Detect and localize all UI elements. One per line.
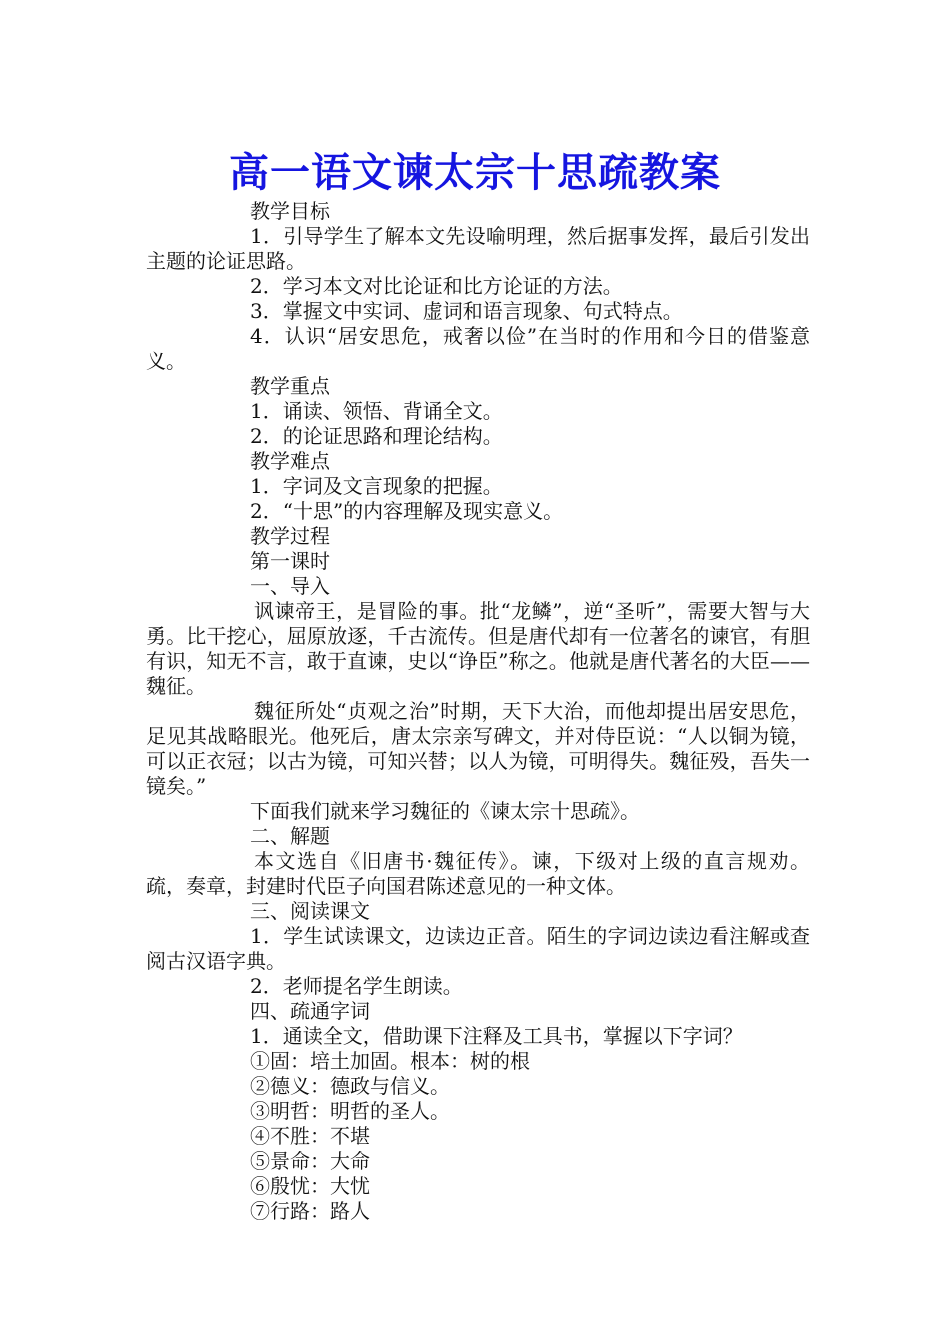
paragraph: 1．通读全文，借助课下注释及工具书，掌握以下字词？ <box>250 1024 743 1048</box>
paragraph: 本文选自《旧唐书·魏征传》。谏，下级对上级的直言规劝。疏，奏章，封建时代臣子向国君陈述意见的一种文体。 <box>146 849 810 898</box>
paragraph: 教学重点 <box>250 374 330 398</box>
paragraph: 2．学习本文对比论证和比方论证的方法。 <box>250 274 623 298</box>
paragraph: 4．认识“居安思危，戒奢以俭”在当时的作用和今日的借鉴意义。 <box>146 324 810 373</box>
paragraph: 教学过程 <box>250 524 330 548</box>
paragraph: 一、导入 <box>250 574 330 598</box>
paragraph: 魏征所处“贞观之治”时期，天下大治，而他却提出居安思危，足见其战略眼光。他死后，唐太宗亲写碑文，并对侍臣说：“人以铜为镜，可以正衣冠；以古为镜，可知兴替；以人为镜，可明得失。魏征殁，吾失一镜矣。” <box>146 699 810 798</box>
paragraph: ⑦行路：路人 <box>250 1199 370 1223</box>
paragraph: 二、解题 <box>250 824 330 848</box>
paragraph: 四、疏通字词 <box>250 999 370 1023</box>
paragraph: 2．的论证思路和理论结构。 <box>250 424 503 448</box>
paragraph: 1．字词及文言现象的把握。 <box>250 474 503 498</box>
paragraph: 教学难点 <box>250 449 330 473</box>
paragraph: 教学目标 <box>250 199 330 223</box>
paragraph: ⑤景命：大命 <box>250 1149 370 1173</box>
paragraph: 三、阅读课文 <box>250 899 370 923</box>
paragraph: ①固：培土加固。根本：树的根 <box>250 1049 530 1073</box>
paragraph: 讽谏帝王，是冒险的事。批“龙鳞”，逆“圣听”，需要大智与大勇。比干挖心，屈原放逐，千古流传。但是唐代却有一位著名的谏官，有胆有识，知无不言，敢于直谏，史以“诤臣”称之。他就是唐代著名的大臣——魏征。 <box>146 599 810 698</box>
paragraph: 1．诵读、领悟、背诵全文。 <box>250 399 503 423</box>
paragraph: 3．掌握文中实词、虚词和语言现象、句式特点。 <box>250 299 683 323</box>
document-title: 高一语文谏太宗十思疏教案 <box>229 148 721 196</box>
document-body <box>146 199 810 1224</box>
paragraph: 1．学生试读课文，边读边正音。陌生的字词边读边看注解或查阅古汉语字典。 <box>146 924 810 973</box>
paragraph: ③明哲：明哲的圣人。 <box>250 1099 450 1123</box>
paragraph: 2．“十思”的内容理解及现实意义。 <box>250 499 564 523</box>
paragraph: 下面我们就来学习魏征的《谏太宗十思疏》。 <box>250 799 640 823</box>
paragraph: ④不胜：不堪 <box>250 1124 370 1148</box>
paragraph: ⑥殷忧：大忧 <box>250 1174 370 1198</box>
paragraph: 2．老师提名学生朗读。 <box>250 974 463 998</box>
paragraph: 第一课时 <box>250 549 330 573</box>
paragraph: 1．引导学生了解本文先设喻明理，然后据事发挥，最后引发出主题的论证思路。 <box>146 224 810 273</box>
paragraph: ②德义：德政与信义。 <box>250 1074 450 1098</box>
